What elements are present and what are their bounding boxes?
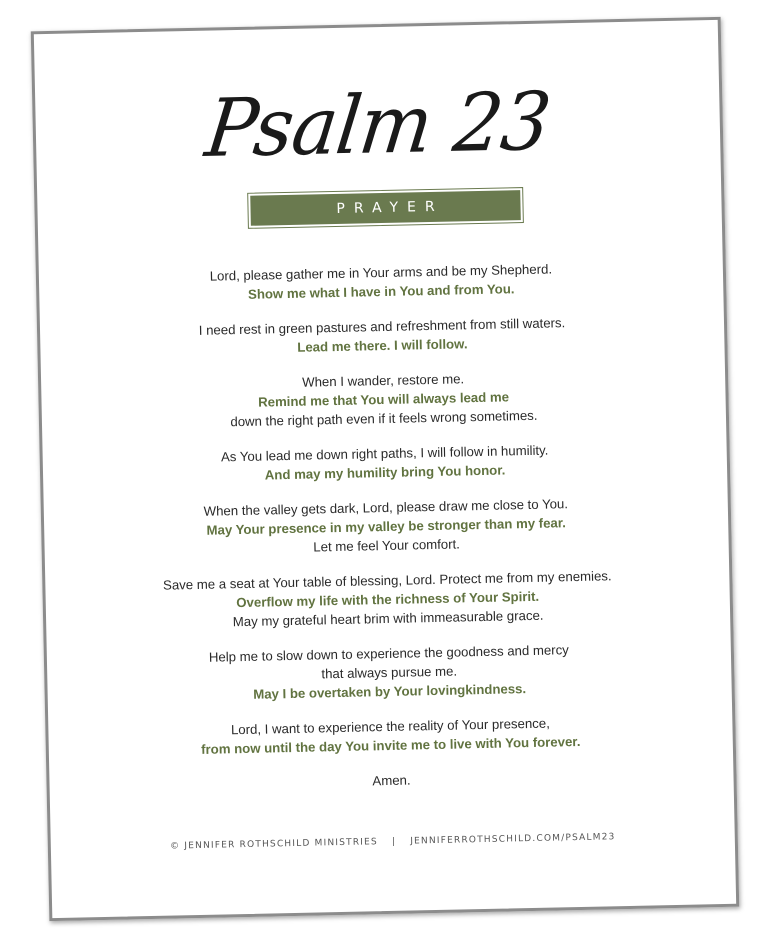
prayer-line: that always pursue me. xyxy=(321,663,458,682)
stanza xyxy=(40,310,725,362)
prayer-line: I need rest in green pastures and refreshment from still waters. xyxy=(198,315,566,338)
stanza xyxy=(45,564,730,635)
prayer-line: May my grateful heart brim with immeasurable grace. xyxy=(232,607,544,630)
prayer-sheet xyxy=(31,17,739,921)
prayer-line: Let me feel Your comfort. xyxy=(313,536,461,555)
subtitle-label: PRAYER xyxy=(336,198,444,217)
highlighted-line: Show me what I have in You and from You. xyxy=(247,281,515,302)
page-title: Psalm 23 xyxy=(200,74,555,175)
footer-separator: | xyxy=(391,836,397,847)
highlighted-line: Overflow my life with the richness of Your Spirit. xyxy=(236,588,540,611)
footer-copyright: © JENNIFER ROTHSCHILD MINISTRIES xyxy=(170,837,379,852)
prayer-line: As You lead me down right paths, I will follow in humility. xyxy=(220,442,549,465)
prayer-body xyxy=(39,256,734,813)
prayer-line: Lord, please gather me in Your arms and be my Shepherd. xyxy=(209,261,553,284)
stanza xyxy=(44,491,729,562)
prayer-line: Help me to slow down to experience the goodness and mercy xyxy=(208,642,569,665)
highlighted-line: Remind me that You will always lead me xyxy=(257,389,510,410)
subtitle-banner xyxy=(250,190,521,226)
prayer-line: Save me a seat at Your table of blessing, Lord. Protect me from my enemies. xyxy=(162,568,612,593)
highlighted-line: And may my humility bring You honor. xyxy=(264,462,506,483)
stanza xyxy=(43,437,728,489)
prayer-line: down the right path even if it feels wrong sometimes. xyxy=(230,407,538,430)
highlighted-line: May Your presence in my valley be stronger than my fear. xyxy=(206,515,567,538)
stanza xyxy=(39,256,724,308)
stanza xyxy=(47,637,732,708)
stanza xyxy=(48,710,733,762)
prayer-line: When the valley gets dark, Lord, please draw me close to You. xyxy=(203,496,569,519)
stanza xyxy=(41,364,726,435)
prayer-line: When I wander, restore me. xyxy=(302,371,465,390)
prayer-line: Amen. xyxy=(372,772,411,789)
highlighted-line: from now until the day You invite me to live with You forever. xyxy=(201,733,581,757)
footer-url: JENNIFERROTHSCHILD.COM/PSALM23 xyxy=(410,832,616,847)
stanza xyxy=(49,764,733,797)
highlighted-line: May I be overtaken by Your lovingkindness. xyxy=(253,681,527,702)
prayer-line: Lord, I want to experience the reality of Your presence, xyxy=(230,715,550,738)
highlighted-line: Lead me there. I will follow. xyxy=(297,336,468,355)
footer xyxy=(51,830,735,854)
